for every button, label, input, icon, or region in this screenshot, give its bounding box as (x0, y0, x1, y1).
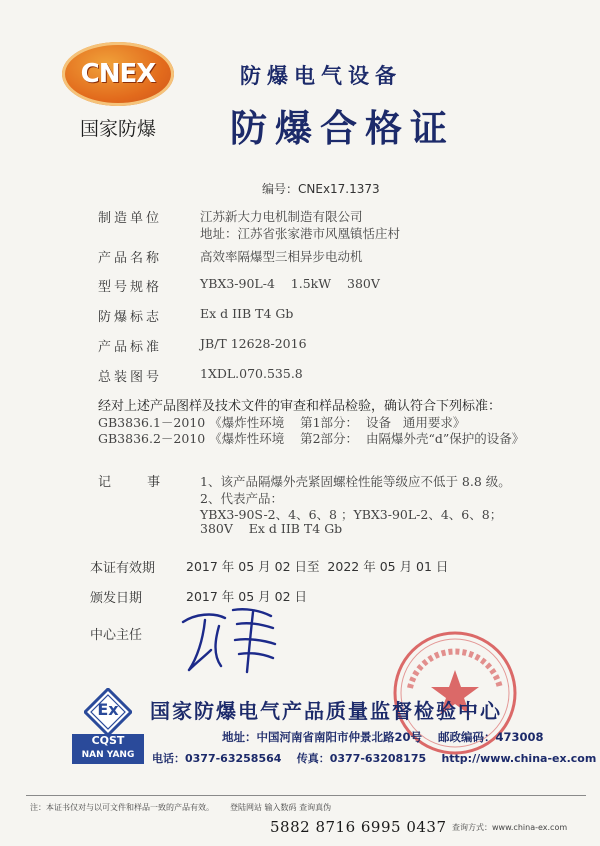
note-line-4: 380V Ex d IIB T4 Gb (200, 521, 343, 536)
address-value: 地址：江苏省张家港市风凰镇恬庄村 (200, 226, 401, 241)
note-line-3: YBX3-90S-2、4、6、8 ；YBX3-90L-2、4、6、8； (200, 507, 503, 522)
inspection-center-name: 国家防爆电气产品质量监督检验中心 (150, 699, 502, 723)
standard-1: GB3836.1－2010 《爆炸性环境 第1部分： 设备 通用要求》 (98, 415, 466, 430)
query-method: 查询方式：www.china-ex.com (452, 823, 568, 832)
valid-period-value: 2017 年 05 月 02 日至 2022 年 05 月 01 日 (186, 559, 449, 574)
certificate-number: 编号：CNEx17.1373 (262, 182, 380, 196)
manufacturer-label: 制造单位 (98, 211, 163, 226)
cnex-logo (62, 42, 182, 141)
director-signature (175, 600, 285, 680)
title-small: 防爆电气设备 (240, 64, 402, 88)
verify-instructions: 登陆网站 输入数码 查询真伪 (230, 803, 332, 812)
issue-date-value: 2017 年 05 月 02 日 (186, 589, 307, 604)
model-label: 型号规格 (98, 280, 163, 295)
cqst-text: CQST (91, 734, 125, 747)
ex-mark-label: 防爆标志 (98, 310, 163, 325)
cqst-ex-logo (72, 688, 144, 764)
center-address: 地址：中国河南省南阳市仲景北路20号 邮政编码：473008 (222, 730, 544, 744)
director-label: 中心主任 (90, 628, 143, 643)
title-large: 防爆合格证 (230, 107, 455, 150)
product-label: 产品名称 (98, 251, 163, 266)
standard-label: 产品标准 (98, 340, 163, 355)
footer-divider (26, 795, 586, 796)
confirmation-text: 经对上述产品图样及技术文件的审查和样品检验，确认符合下列标准： (98, 399, 502, 414)
model-value: YBX3-90L-4 1.5kW 380V (200, 276, 380, 291)
manufacturer-value: 江苏新大力电机制造有限公司 (200, 209, 363, 224)
drawing-label: 总装图号 (98, 370, 163, 385)
ex-logo-text: Ex (97, 700, 119, 719)
cnex-logo-caption: 国家防爆 (79, 118, 156, 140)
nanyang-text: NAN YANG (81, 750, 135, 760)
standard-2: GB3836.2－2010 《爆炸性环境 第2部分： 由隔爆外壳“d”保护的设备》 (98, 431, 525, 446)
issue-date-label: 颁发日期 (90, 591, 143, 606)
cnex-logo-text: CNEX (80, 59, 156, 89)
cqst-band (72, 734, 144, 764)
note-line-1: 1、该产品隔爆外壳紧固螺栓性能等级应不低于 8.8 级。 (200, 474, 511, 489)
serial-number: 5882 8716 6995 0437 (270, 818, 447, 836)
cnex-logo-oval (62, 42, 174, 106)
note-line-2: 2、代表产品： (200, 491, 283, 506)
notes-label: 记 事 (98, 475, 177, 490)
drawing-value: 1XDL.070.535.8 (200, 366, 303, 381)
product-value: 高效率隔爆型三相异步电动机 (200, 249, 363, 264)
center-contacts: 电话：0377-63258564 传真：0377-63208175 http://www.china-ex.com (152, 752, 597, 765)
footnote: 注：本证书仅对与以可文件和样品一致的产品有效。 (30, 803, 214, 812)
ex-mark-value: Ex d IIB T4 Gb (200, 306, 294, 321)
valid-period-label: 本证有效期 (90, 561, 156, 576)
standard-value: JB/T 12628-2016 (200, 336, 307, 351)
